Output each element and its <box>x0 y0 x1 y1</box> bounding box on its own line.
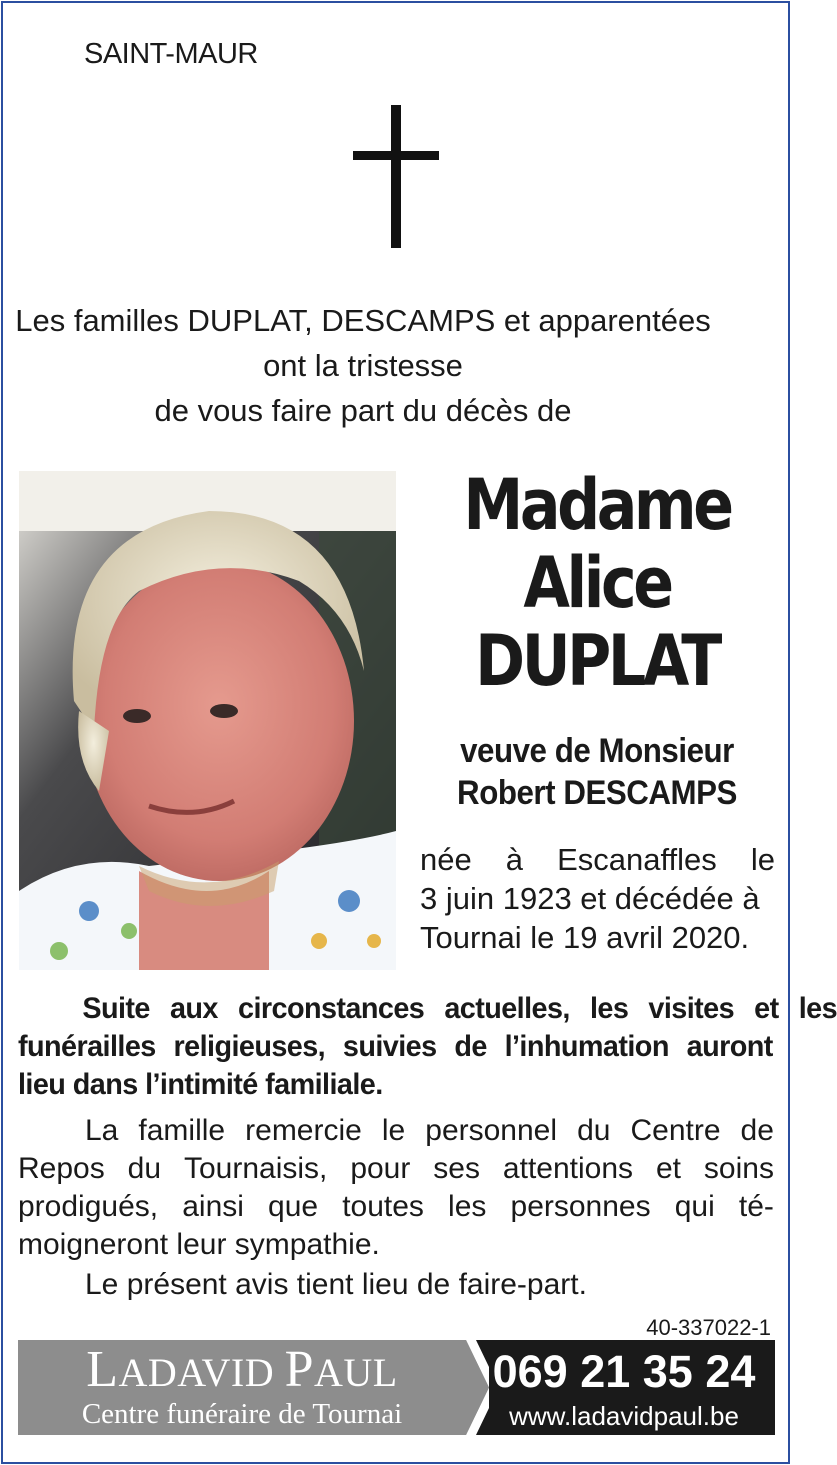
last-name: DUPLAT <box>475 620 719 702</box>
birth-line: Tournai le 19 avril 2020. <box>420 920 750 955</box>
word: de <box>740 1114 774 1147</box>
word: née <box>420 842 472 877</box>
portrait-illustration <box>19 471 396 970</box>
word: et <box>754 992 779 1025</box>
name-title: Madame <box>463 464 731 546</box>
word: attentions <box>502 1152 634 1185</box>
word: soins <box>703 1152 774 1185</box>
spouse-line: veuve de Monsieur <box>460 732 734 770</box>
word: La <box>85 1114 119 1147</box>
word: du <box>127 1152 162 1185</box>
birth-line: 3 juin 1923 et décédée à <box>420 881 760 916</box>
word: personnel <box>425 1114 558 1147</box>
word: qui <box>674 1190 715 1223</box>
word: et <box>655 1152 681 1185</box>
word: remercie <box>245 1114 362 1147</box>
thanks-line <box>18 1112 774 1150</box>
intro-line: de vous faire part du décès de <box>154 393 572 428</box>
word: aux <box>169 992 218 1025</box>
brand-rest: ADAVID <box>118 1350 285 1395</box>
location-heading: SAINT-MAUR <box>84 38 258 70</box>
word: les <box>589 992 629 1025</box>
word: pour <box>350 1152 411 1185</box>
word: té- <box>738 1190 774 1223</box>
word: visites <box>648 992 735 1025</box>
word: l’inhumation <box>504 1030 669 1063</box>
word: Repos <box>18 1152 105 1185</box>
cross-icon <box>353 105 439 248</box>
brand-tagline: Centre funéraire de Tournai <box>81 1398 403 1430</box>
birth-line <box>420 840 775 879</box>
reference-number: 40-337022-1 <box>646 1315 771 1340</box>
word: de <box>454 1030 487 1063</box>
word: Escanaffles <box>557 842 717 877</box>
word: que <box>268 1190 319 1223</box>
brand-initial: L <box>86 1341 119 1398</box>
word: toutes <box>342 1190 424 1223</box>
thanks-line: moigneront leur sympathie. <box>18 1228 380 1261</box>
notice-line <box>18 990 837 1028</box>
spouse-line: Robert DESCAMPS <box>457 774 737 812</box>
website-link[interactable]: www.ladavidpaul.be <box>509 1401 739 1431</box>
first-name: Alice <box>523 542 671 624</box>
word: à <box>505 842 524 877</box>
word: circonstances <box>238 992 425 1025</box>
word: ainsi <box>182 1190 244 1223</box>
brand-initial: P <box>284 1341 315 1398</box>
word: funérailles <box>18 1030 156 1063</box>
word: actuelles, <box>444 992 570 1025</box>
closing-paragraph <box>18 1266 774 1304</box>
portrait-photo <box>19 471 396 970</box>
word: le <box>381 1114 406 1147</box>
spouse-info <box>404 730 790 814</box>
intro-line: Les familles DUPLAT, DESCAMPS et apparentées <box>15 303 711 338</box>
thanks-line <box>18 1188 774 1226</box>
birth-death-info <box>420 840 775 957</box>
funeral-home-banner <box>18 1340 775 1435</box>
thanks-line <box>18 1150 774 1188</box>
word: les <box>798 992 837 1025</box>
word: suivies <box>342 1030 437 1063</box>
funeral-notice <box>18 990 837 1104</box>
deceased-name <box>404 466 790 700</box>
brand-rest: AUL <box>314 1350 398 1395</box>
phone-number[interactable]: 069 21 35 24 <box>492 1346 756 1397</box>
word: auront <box>686 1030 773 1063</box>
notice-line: lieu dans l’intimité familiale. <box>18 1068 383 1101</box>
word: ses <box>433 1152 480 1185</box>
word: Tournaisis, <box>183 1152 328 1185</box>
word: Centre <box>630 1114 721 1147</box>
intro-line: ont la tristesse <box>263 348 463 383</box>
word: Suite <box>82 992 150 1025</box>
word: religieuses, <box>173 1030 326 1063</box>
word: du <box>577 1114 611 1147</box>
word: prodigués, <box>18 1190 159 1223</box>
intro-text <box>10 298 716 433</box>
word: famille <box>138 1114 226 1147</box>
closing-line: Le présent avis tient lieu de faire-part. <box>85 1268 587 1301</box>
thanks-paragraph <box>18 1112 774 1264</box>
notice-line <box>18 1028 773 1066</box>
brand-name <box>18 1341 466 1399</box>
word: personnes <box>510 1190 651 1223</box>
word: le <box>750 842 775 877</box>
word: les <box>448 1190 487 1223</box>
